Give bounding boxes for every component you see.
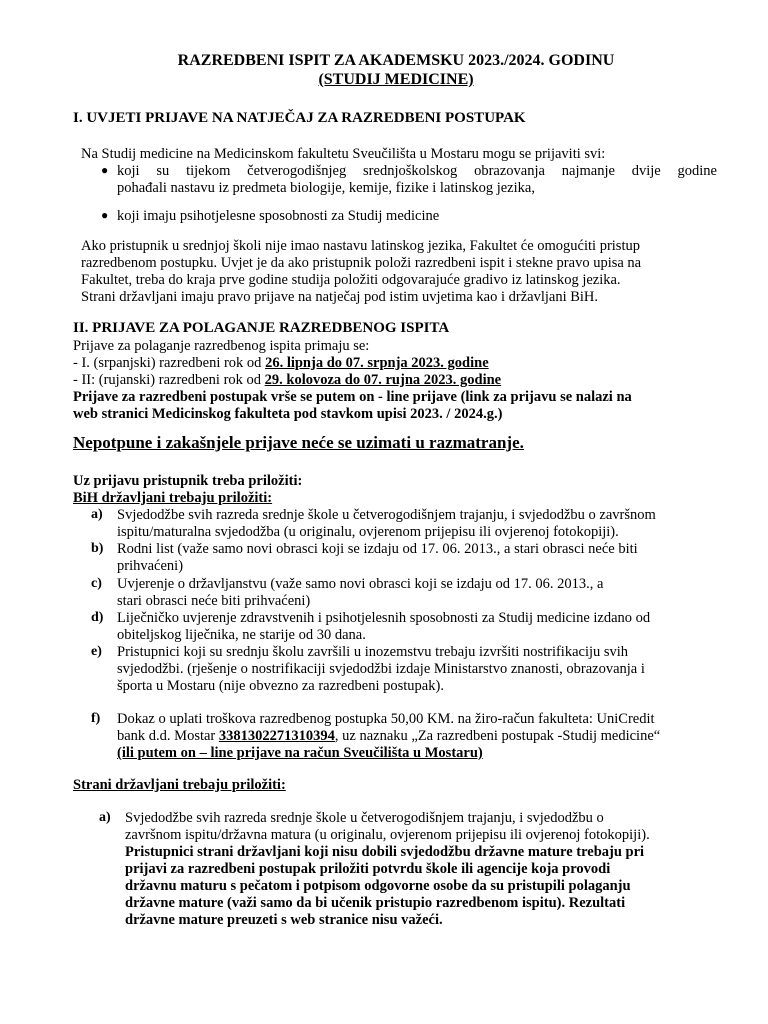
- item-f-line-2: bank d.d. Mostar 3381302271310394, uz naznaku „Za razredbeni postupak -Studij medicine“: [117, 728, 661, 744]
- bih-heading: BiH državljani trebaju priložiti:: [73, 490, 273, 506]
- item-c-line-1: Uvjerenje o državljanstvu (važe samo novi obrasci koji se izdaju od 17. 06. 2013., a: [117, 576, 604, 592]
- rok-2: - II: (rujanski) razredbeni rok od 29. kolovoza do 07. rujna 2023. godine: [73, 372, 502, 388]
- section-1-heading: I. UVJETI PRIJAVE NA NATJEČAJ ZA RAZREDBENI POSTUPAK: [73, 110, 526, 126]
- attachments-heading: Uz prijavu pristupnik treba priložiti:: [73, 473, 303, 489]
- item-letter: a): [91, 507, 103, 522]
- subtitle-text: (STUDIJ MEDICINE): [318, 71, 474, 88]
- item-e-line-1: Pristupnici koji su srednju školu završili u inozemstvu trebaju izvršiti nostrifikaciju svih: [117, 644, 629, 660]
- section-1-intro: Na Studij medicine na Medicinskom fakultetu Sveučilišta u Mostaru mogu se prijaviti svi:: [81, 146, 606, 162]
- section-1-para-line-1: Ako pristupnik u srednjoj školi nije imao nastavu latinskog jezika, Fakultet će omogućiti pristup: [81, 238, 640, 254]
- rok-2-dates: 29. kolovoza do 07. rujna 2023. godine: [264, 372, 502, 388]
- online-line-1: Prijave za razredbeni postupak vrše se putem on - line prijave (link za prijavu se nalazi na: [73, 389, 632, 405]
- item-f-line-1: Dokaz o uplati troškova razredbenog postupka 50,00 KM. na žiro-račun fakulteta: UniCredit: [117, 711, 655, 727]
- item-letter: e): [91, 644, 102, 659]
- item-a-line-2: ispitu/maturalna svjedodžba (u originalu, ovjerenom prijepisu ili ovjerenoj fotokopiji).: [117, 524, 619, 540]
- bullet-1-line-1: koji su tijekom četverogodišnjeg srednjoškolskog obrazovanja najmanje dvije godine: [117, 163, 717, 179]
- item-b-line-2: prihvaćeni): [117, 558, 184, 574]
- section-1-para-line-4: Strani državljani imaju pravo prijave na natječaj pod istim uvjetima kao i državljani BiH.: [81, 289, 599, 305]
- item-a-line-1: Svjedodžbe svih razreda srednje škole u četverogodišnjem trajanju, i svjedodžbu o završnom: [117, 507, 656, 523]
- foreign-heading: Strani državljani trebaju priložiti:: [73, 777, 286, 793]
- foreign-a-bold-2: prijavi za razredbeni postupak priložiti potvrdu škole ili agencije koja provodi: [125, 861, 611, 877]
- foreign-a-line-2: završnom ispitu/državna matura (u originalu, ovjerenom prijepisu ili ovjerenoj fotokopiji).: [125, 827, 650, 843]
- item-c-line-2: stari obrasci neće biti prihvaćeni): [117, 593, 311, 609]
- section-2-line-1: Prijave za polaganje razredbenog ispita primaju se:: [73, 338, 370, 354]
- item-letter: f): [91, 711, 101, 726]
- bullet-dot-icon: ●: [101, 208, 109, 222]
- item-letter: d): [91, 610, 104, 625]
- warning-text: Nepotpune i zakašnjele prijave neće se uzimati u razmatranje.: [73, 433, 524, 452]
- document-subtitle: [12, 71, 768, 89]
- item-b-line-1: Rodni list (važe samo novi obrasci koji se izdaju od 17. 06. 2013., a stari obrasci neće biti: [117, 541, 638, 557]
- section-1-para-line-3: Fakultet, treba do kraja prve godine studija položiti odgovarajuće gradivo iz latinskog jezika.: [81, 272, 621, 288]
- item-letter: b): [91, 541, 104, 556]
- section-2-heading: II. PRIJAVE ZA POLAGANJE RAZREDBENOG ISPITA: [73, 320, 450, 336]
- bullet-1-line-2: pohađali nastavu iz predmeta biologije, kemije, fizike i latinskog jezika,: [117, 180, 535, 196]
- item-d-line-1: Liječničko uvjerenje zdravstvenih i psihotjelesnih sposobnosti za Studij medicine izdano od: [117, 610, 651, 626]
- foreign-a-bold-4: državne mature (važi samo da bi učenik pristupio razredbenom ispitu). Rezultati: [125, 895, 626, 911]
- foreign-a-bold-5: državne mature preuzeti s web stranice nisu važeći.: [125, 912, 443, 928]
- item-e-line-3: športa u Mostaru (nije obvezno za razredbeni postupak).: [117, 678, 444, 694]
- item-e-line-2: svjedodžbi. (rješenje o nostrifikaciji svjedodžbi izdaje Ministarstvo znanosti, obrazovanja i: [117, 661, 645, 677]
- account-number: 3381302271310394: [218, 728, 335, 744]
- bullet-dot-icon: ●: [101, 163, 109, 177]
- item-letter: a): [99, 810, 111, 825]
- online-line-2: web stranici Medicinskog fakulteta pod stavkom upisi 2023. / 2024.g.): [73, 406, 503, 422]
- foreign-a-bold-1: Pristupnici strani državljani koji nisu dobili svjedodžbu državne mature trebaju pri: [125, 844, 645, 860]
- document-title: RAZREDBENI ISPIT ZA AKADEMSKU 2023./2024. GODINU: [177, 52, 615, 69]
- item-d-line-2: obiteljskog liječnika, ne starije od 30 dana.: [117, 627, 366, 643]
- section-1-para-line-2: razredbenom postupku. Uvjet je da ako pristupnik položi razredbeni ispit i stekne pravo upisa na: [81, 255, 642, 271]
- bullet-2: koji imaju psihotjelesne sposobnosti za Studij medicine: [117, 208, 440, 224]
- rok-1: - I. (srpanjski) razredbeni rok od 26. lipnja do 07. srpnja 2023. godine: [73, 355, 489, 371]
- item-f-line-3: (ili putem on – line prijave na račun Sveučilišta u Mostaru): [117, 745, 483, 761]
- item-letter: c): [91, 576, 102, 591]
- foreign-a-bold-3: državnu maturu s pečatom i potpisom odgovorne osobe da su pristupili polaganju: [125, 878, 631, 894]
- rok-1-dates: 26. lipnja do 07. srpnja 2023. godine: [265, 355, 489, 371]
- foreign-a-line-1: Svjedodžbe svih razreda srednje škole u četverogodišnjem trajanju, i svjedodžbu o: [125, 810, 604, 826]
